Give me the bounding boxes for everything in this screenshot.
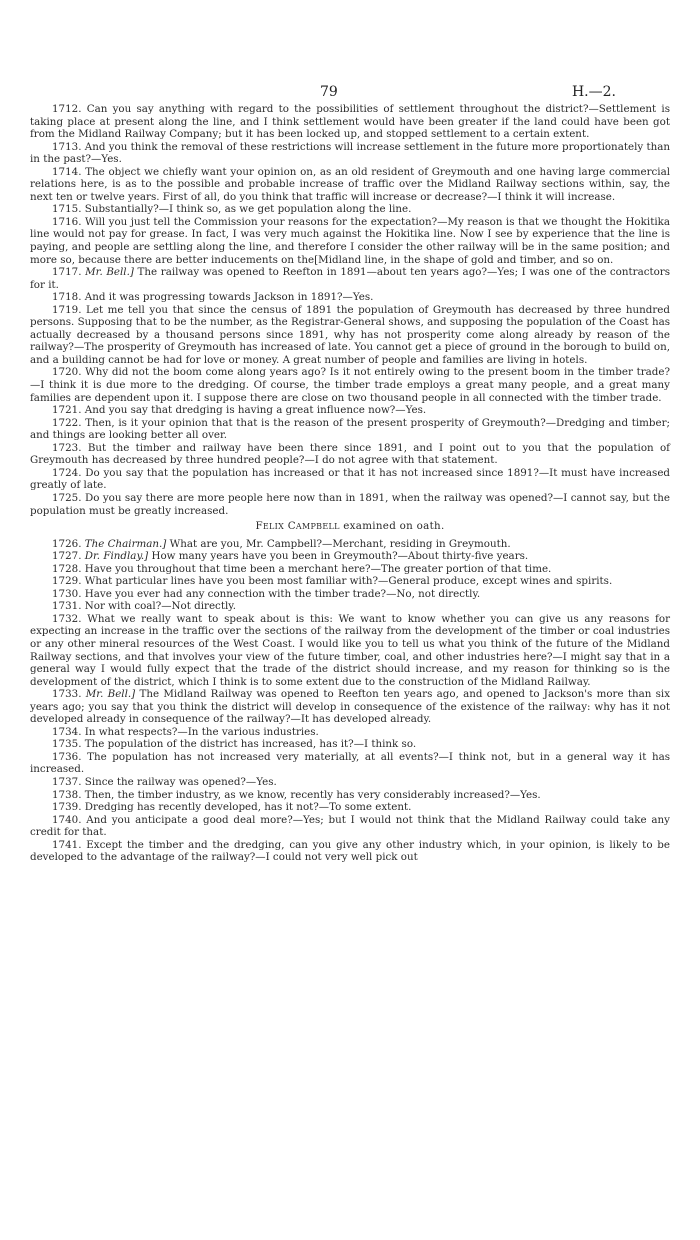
testimony-paragraph — [30, 166, 670, 204]
testimony-paragraph — [30, 563, 670, 576]
question-number: 1733. — [52, 688, 82, 701]
page-number: 79 — [320, 84, 338, 100]
question-text: But the timber and railway have been there since 1891, and I point out to you that the population of Greymouth has decreased by three hundred people?—I do not agree with that statement. — [30, 441, 670, 467]
testimony-paragraph — [30, 141, 670, 166]
testimony-paragraph — [30, 442, 670, 467]
testimony-paragraph — [30, 266, 670, 291]
testimony-paragraph — [30, 726, 670, 739]
question-text: Then, is it your opinion that that is the reason of the present prosperity of Greymouth?—Dredging and timber; and things are looking better all over. — [30, 416, 670, 442]
testimony-paragraph — [30, 492, 670, 517]
testimony-paragraph — [30, 550, 670, 563]
question-number: 1716. — [52, 215, 82, 228]
testimony-paragraph — [30, 600, 670, 613]
testimony-paragraph — [30, 789, 670, 802]
question-number: 1713. — [52, 140, 82, 153]
question-number: 1738. — [52, 788, 82, 801]
question-number: 1741. — [52, 838, 82, 851]
testimony-paragraph — [30, 467, 670, 492]
question-text: Can you say anything with regard to the possibilities of settlement throughout the district?—Settlement is taking place at present along the line, and I think settlement would have been greater if the land could have been got from the Midland Railway Company; but it has been locked up, and stopped settlement to a certain extent. — [30, 103, 670, 141]
question-text: The Midland Railway was opened to Reefton ten years ago, and opened to Jackson's more than six years ago; you say that you think the district will develop in consequence of the existence of the railway: why has it not developed already in consequence of the railway?—It has developed already. — [30, 688, 671, 726]
testimony-paragraph — [30, 776, 670, 789]
question-text: In what respects?—In the various industries. — [84, 725, 319, 738]
question-number: 1724. — [52, 466, 82, 479]
question-number: 1726. — [52, 537, 82, 550]
testimony-paragraph — [30, 366, 670, 404]
testimony-paragraph — [30, 304, 670, 367]
question-text: What are you, Mr. Campbell?—Merchant, residing in Greymouth. — [169, 537, 511, 550]
question-text: The railway was opened to Reefton in 1891—about ten years ago?—Yes; I was one of the contractors for it. — [30, 266, 671, 291]
testimony-block-campbell — [30, 538, 670, 864]
testimony-paragraph — [30, 688, 670, 726]
testimony-paragraph — [30, 839, 670, 864]
question-number: 1719. — [52, 303, 82, 316]
question-number: 1715. — [52, 203, 82, 216]
question-number: 1732. — [52, 612, 82, 625]
question-text: Do you say there are more people here now than in 1891, when the railway was opened?—I cannot say, but the population must be greatly increased. — [30, 491, 670, 517]
testimony-paragraph — [30, 801, 670, 814]
testimony-paragraph — [30, 814, 670, 839]
testimony-paragraph — [30, 404, 670, 417]
speaker-label: Mr. Bell.] — [85, 688, 136, 701]
testimony-paragraph — [30, 103, 670, 141]
question-text: Then, the timber industry, as we know, recently has very considerably increased?—Yes. — [84, 788, 541, 801]
question-text: Except the timber and the dredging, can you give any other industry which, in your opinion, is likely to be developed to the advantage of the railway?—I could not very well pick out — [30, 838, 670, 864]
testimony-paragraph — [30, 216, 670, 266]
testimony-paragraph — [30, 738, 670, 751]
question-number: 1731. — [52, 600, 82, 613]
question-number: 1718. — [52, 291, 82, 304]
question-number: 1721. — [52, 404, 82, 417]
testimony-paragraph — [30, 613, 670, 688]
question-number: 1730. — [52, 587, 82, 600]
question-number: 1728. — [52, 562, 82, 575]
question-text: Since the railway was opened?—Yes. — [84, 775, 277, 788]
question-text: Will you just tell the Commission your reasons for the expectation?—My reason is that we thought the Hokitika line would not pay for grease. In fact, I was very much against the Hokitika line. Now I see by experience that the line is paying, and people are settling along the line, and therefore I consider the other railway will be in the same position; and more so, because there are better inducements on the[Midland line, in the shape of gold and timber, and so on. — [30, 215, 670, 266]
document-reference: H.—2. — [571, 84, 616, 100]
speaker-label: The Chairman.] — [84, 537, 167, 550]
speaker-label: Dr. Findlay.] — [84, 550, 149, 563]
question-number: 1722. — [52, 416, 82, 429]
question-number: 1717. — [52, 266, 82, 279]
testimony-paragraph — [30, 588, 670, 601]
question-text: The population of the district has increased, has it?—I think so. — [84, 738, 417, 751]
testimony-paragraph — [30, 203, 670, 216]
question-number: 1714. — [52, 165, 82, 178]
question-text: What we really want to speak about is this: We want to know whether you can give us any reasons for expecting an increase in the traffic over the sections of the railway from the development of the timber or coal industries or any other mineral resources of the West Coast. I would like you to tell us what you think of the future of the Midland Railway sections, and that involves your view of the future timber, coal, and other industries here?—I might say that in a general way I would fully expect that the trade of the district should increase, and my reason for thinking so is the development of the district, which I think is to some extent due to the construction of the Midland Railway. — [30, 612, 670, 688]
question-text: Why did not the boom come along years ago? Is it not entirely owing to the present boom in the timber trade?—I think it is due more to the dredging. Of course, the timber trade employs a great many people, and a great many families are dependent upon it. I suppose there are close on two thousand people in all connected with the timber trade. — [30, 366, 670, 404]
question-text: Nor with coal?—Not directly. — [84, 600, 236, 613]
speaker-label: Mr. Bell.] — [85, 266, 134, 279]
testimony-paragraph — [30, 291, 670, 304]
question-number: 1725. — [52, 491, 82, 504]
testimony-paragraph — [30, 575, 670, 588]
question-number: 1737. — [52, 775, 82, 788]
question-text: And you anticipate a good deal more?—Yes; but I would not think that the Midland Railway could take any credit for that. — [30, 813, 670, 839]
testimony-paragraph — [30, 751, 670, 776]
page-header — [0, 84, 700, 104]
testimony-paragraph — [30, 417, 670, 442]
question-text: What particular lines have you been most familiar with?—General produce, except wines and spirits. — [84, 575, 613, 588]
witness-heading: FELIX CAMPBELL examined on oath. — [255, 520, 445, 533]
question-text: And you say that dredging is having a great influence now?—Yes. — [84, 404, 427, 417]
question-number: 1734. — [52, 725, 82, 738]
question-number: 1720. — [52, 366, 82, 379]
question-text: Have you ever had any connection with the timber trade?—No, not directly. — [84, 587, 481, 600]
question-number: 1712. — [52, 103, 82, 115]
question-number: 1723. — [52, 441, 82, 454]
question-text: How many years have you been in Greymouth?—About thirty-five years. — [151, 550, 529, 563]
question-text: Have you throughout that time been a merchant here?—The greater portion of that time. — [84, 562, 552, 575]
document-body — [30, 103, 670, 864]
question-number: 1740. — [52, 813, 82, 826]
question-number: 1727. — [52, 550, 82, 563]
question-text: And it was progressing towards Jackson in 1891?—Yes. — [84, 291, 374, 304]
question-number: 1736. — [52, 750, 82, 763]
question-text: Let me tell you that since the census of 1891 the population of Greymouth has decreased by three hundred persons. Supposing that to be the number, as the Registrar-General shows, and supposing the population of the Coast has actually decreased by a thousand persons since 1891, why has not prosperity come along already by reason of the railway?—The prosperity of Greymouth has increased of late. You cannot get a piece of ground in the borough to build on, and a building cannot be had for love or money. A great number of people and families are living in hotels. — [30, 303, 670, 366]
question-number: 1729. — [52, 575, 82, 588]
question-text: Substantially?—I think so, as we get population along the line. — [84, 203, 412, 216]
question-text: Do you say that the population has increased or that it has not increased since 1891?—It must have increased greatly of late. — [30, 466, 671, 492]
question-text: The object we chiefly want your opinion on, as an old resident of Greymouth and one having large commercial relations here, is as to the possible and probable increase of traffic over the Midland Railway sections within, say, the next ten or twelve years. First of all, do you think that traffic will increase or decrease?—I think it will increase. — [30, 165, 671, 203]
question-text: The population has not increased very materially, at all events?—I think not, but in a general way it has increased. — [30, 750, 670, 776]
testimony-block-first-witness — [30, 103, 670, 517]
question-number: 1735. — [52, 738, 82, 751]
question-text: Dredging has recently developed, has it not?—To some extent. — [84, 801, 412, 814]
question-number: 1739. — [52, 801, 82, 814]
question-text: And you think the removal of these restrictions will increase settlement in the future more proportionately than in the past?—Yes. — [30, 140, 670, 166]
testimony-paragraph — [30, 538, 670, 551]
